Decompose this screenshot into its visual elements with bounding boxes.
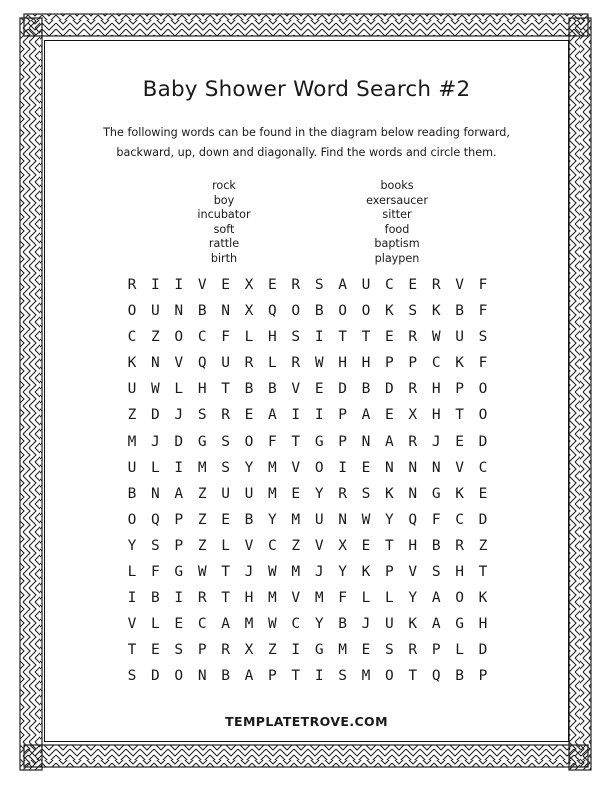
grid-letter: D (478, 433, 488, 450)
word-list-item: books (380, 179, 414, 192)
grid-letter: U (314, 511, 324, 528)
grid-letter: N (408, 459, 418, 476)
grid-letter: N (338, 511, 347, 528)
grid-letter: V (127, 616, 137, 633)
word-list-item: food (384, 222, 410, 236)
grid-letter: R (127, 277, 137, 293)
grid-letter: X (244, 642, 254, 659)
grid-letter: S (127, 668, 137, 685)
word-list-left (159, 179, 289, 267)
grid-letter: A (385, 433, 394, 450)
grid-letter: L (361, 590, 371, 607)
grid-letter: T (291, 668, 301, 685)
grid-letter: L (455, 642, 464, 659)
grid-letter: P (455, 381, 464, 398)
grid-letter: B (127, 485, 137, 502)
grid-letter: Y (268, 511, 277, 528)
grid-letter: S (361, 485, 371, 502)
grid-letter: Z (197, 537, 207, 554)
grid-letter: J (314, 564, 324, 581)
grid-letter: M (361, 668, 371, 685)
grid-letter: C (455, 511, 464, 528)
grid-letter: J (151, 433, 160, 450)
word-list-item: sitter (382, 208, 412, 222)
grid-letter: J (431, 433, 441, 450)
grid-letter: U (455, 329, 464, 346)
grid-letter: H (455, 564, 464, 581)
grid-letter: C (127, 329, 137, 346)
grid-letter: M (268, 459, 277, 476)
grid-letter: N (174, 303, 184, 320)
grid-letter: T (221, 381, 230, 398)
grid-letter: U (127, 459, 137, 476)
grid-letter: R (408, 381, 418, 398)
grid-letter: R (221, 642, 230, 659)
grid-letter: U (361, 277, 371, 293)
grid-letter: S (431, 564, 441, 581)
grid-letter: K (385, 485, 394, 502)
grid-letter: P (174, 511, 184, 528)
grid-letter: U (127, 381, 137, 398)
grid-letter: T (455, 407, 464, 424)
word-list-item: incubator (197, 208, 251, 222)
grid-letter: L (151, 616, 160, 633)
grid-letter: U (221, 485, 230, 502)
grid-letter: R (291, 277, 301, 293)
word-list-item: rock (212, 179, 236, 192)
grid-letter: W (431, 329, 441, 346)
footer-brand: TEMPLATETROVE.COM (225, 714, 388, 729)
grid-letter: R (408, 329, 418, 346)
grid-letter: R (338, 485, 347, 502)
grid-letter: P (338, 407, 347, 424)
grid-letter: H (244, 590, 254, 607)
grid-letter: S (197, 407, 207, 424)
grid-letter: O (174, 668, 184, 685)
grid-letter: N (151, 355, 160, 372)
grid-letter: D (338, 381, 347, 398)
grid-letter: C (478, 459, 488, 476)
page-title: Baby Shower Word Search #2 (142, 77, 471, 102)
word-list-item: boy (213, 193, 235, 207)
grid-letter: Y (314, 485, 324, 502)
grid-letter: X (408, 407, 418, 424)
grid-letter: T (408, 668, 418, 685)
grid-letter: V (174, 355, 184, 372)
grid-letter: C (197, 329, 207, 346)
grid-letter: D (478, 642, 488, 659)
grid-letter: H (361, 355, 371, 372)
grid-letter: S (478, 329, 488, 346)
word-list-item: soft (213, 222, 235, 236)
grid-letter: S (338, 668, 347, 685)
grid-letter: I (314, 668, 324, 685)
grid-letter: W (268, 564, 277, 581)
grid-letter: B (314, 303, 324, 320)
grid-letter: G (197, 433, 207, 450)
grid-letter: U (244, 485, 254, 502)
grid-letter: G (314, 433, 324, 450)
grid-letter: T (127, 642, 137, 659)
grid-letter: Q (268, 303, 277, 320)
grid-letter: R (197, 590, 207, 607)
grid-letter: P (478, 668, 488, 685)
grid-letter: I (174, 277, 184, 293)
grid-letter: W (197, 564, 207, 581)
grid-letter: I (291, 642, 301, 659)
grid-letter: G (174, 564, 184, 581)
grid-letter: F (338, 590, 347, 607)
grid-letter: H (431, 381, 441, 398)
grid-letter: D (478, 511, 488, 528)
grid-letter: I (291, 407, 301, 424)
grid-letter: P (408, 355, 418, 372)
grid-letter: B (221, 668, 230, 685)
grid-letter: I (174, 459, 184, 476)
grid-letter: Z (197, 485, 207, 502)
grid-letter: O (385, 668, 394, 685)
grid-letter: E (244, 407, 254, 424)
grid-letter: E (174, 616, 184, 633)
grid-letter: Z (291, 537, 301, 554)
grid-letter: N (151, 485, 160, 502)
grid-letter: L (174, 381, 184, 398)
grid-letter: I (127, 590, 137, 607)
grid-letter: N (385, 459, 394, 476)
grid-letter: E (385, 329, 394, 346)
grid-letter: U (221, 355, 230, 372)
grid-letter: B (455, 303, 464, 320)
grid-letter: O (361, 303, 371, 320)
grid-letter: R (221, 407, 230, 424)
grid-letter: B (338, 616, 347, 633)
grid-letter: G (455, 616, 464, 633)
grid-letter: F (268, 433, 277, 450)
grid-letter: M (268, 590, 277, 607)
grid-letter: U (151, 303, 160, 320)
grid-letter: O (291, 303, 301, 320)
grid-letter: Q (431, 668, 441, 685)
grid-letter: E (361, 537, 371, 554)
grid-letter: O (127, 511, 137, 528)
grid-letter: E (408, 277, 418, 293)
grid-letter: D (385, 381, 394, 398)
grid-letter: Z (268, 642, 277, 659)
grid-letter: P (338, 433, 347, 450)
instructions-text: The following words can be found in the diagram below reading forward, backward, up, down and diagonally. Find the words and circle them. (103, 126, 510, 159)
grid-letter: Y (314, 616, 324, 633)
grid-letter: L (151, 459, 160, 476)
grid-letter: H (431, 407, 441, 424)
grid-letter: M (314, 590, 324, 607)
grid-letter: A (431, 616, 441, 633)
grid-letter: V (291, 459, 301, 476)
grid-letter: T (478, 564, 488, 581)
grid-letter: F (478, 355, 488, 372)
grid-letter: V (314, 537, 324, 554)
grid-letter: E (221, 511, 230, 528)
grid-letter: A (174, 485, 184, 502)
grid-letter: J (174, 407, 184, 424)
grid-letter: O (455, 590, 464, 607)
grid-letter: T (291, 433, 301, 450)
grid-letter: R (455, 537, 464, 554)
grid-letter: S (408, 303, 418, 320)
grid-letter: Y (385, 511, 394, 528)
grid-letter: R (408, 433, 418, 450)
grid-letter: M (338, 642, 347, 659)
grid-letter: E (314, 381, 324, 398)
grid-letter: L (127, 564, 137, 581)
grid-letter: P (385, 564, 394, 581)
grid-letter: I (151, 277, 160, 293)
grid-letter: Z (478, 537, 488, 554)
grid-letter: M (127, 433, 137, 450)
grid-letter: V (455, 277, 464, 293)
grid-letter: N (221, 303, 230, 320)
grid-letter: Z (151, 329, 160, 346)
grid-letter: L (385, 590, 394, 607)
grid-letter: M (244, 616, 254, 633)
grid-letter: H (408, 537, 418, 554)
grid-letter: V (455, 459, 464, 476)
grid-letter: C (291, 616, 301, 633)
grid-letter: I (314, 329, 324, 346)
grid-letter: O (338, 303, 347, 320)
grid-letter: C (431, 355, 441, 372)
grid-letter: Q (151, 511, 160, 528)
grid-letter: B (431, 537, 441, 554)
grid-letter: B (197, 303, 207, 320)
grid-letter: L (268, 355, 277, 372)
grid-letter: V (291, 381, 301, 398)
grid-letter: O (127, 303, 137, 320)
grid-letter: N (408, 485, 418, 502)
grid-letter: X (338, 537, 347, 554)
grid-letter: T (338, 329, 347, 346)
grid-letter: Q (408, 511, 418, 528)
word-list-item: exersaucer (366, 193, 428, 207)
grid-letter: V (244, 537, 254, 554)
grid-letter: E (478, 485, 488, 502)
grid-letter: N (361, 433, 371, 450)
grid-letter: T (385, 537, 394, 554)
grid-letter: I (338, 459, 347, 476)
grid-letter: J (361, 616, 371, 633)
grid-letter: K (127, 355, 137, 372)
grid-letter: H (478, 616, 488, 633)
grid-letter: S (385, 642, 394, 659)
grid-letter: B (455, 668, 464, 685)
grid-letter: V (408, 564, 418, 581)
grid-letter: Q (197, 355, 207, 372)
grid-letter: C (385, 277, 394, 293)
grid-letter: H (338, 355, 347, 372)
grid-letter: K (431, 303, 441, 320)
grid-letter: E (291, 485, 301, 502)
grid-letter: M (291, 564, 301, 581)
grid-letter: K (408, 616, 418, 633)
grid-letter: D (151, 407, 160, 424)
grid-letter: I (314, 407, 324, 424)
grid-letter: W (361, 511, 371, 528)
word-list-item: playpen (374, 251, 420, 265)
grid-letter: A (431, 590, 441, 607)
grid-letter: L (244, 329, 254, 346)
grid-letter: K (455, 355, 464, 372)
grid-letter: F (478, 277, 488, 293)
grid-letter: P (385, 355, 394, 372)
grid-letter: H (197, 381, 207, 398)
grid-letter: P (174, 537, 184, 554)
grid-letter: X (244, 303, 254, 320)
grid-letter: M (291, 511, 301, 528)
word-list-item: baptism (374, 237, 420, 251)
grid-letter: R (408, 642, 418, 659)
grid-letter: F (431, 511, 441, 528)
grid-letter: O (478, 407, 488, 424)
grid-letter: P (268, 668, 277, 685)
grid-letter: B (268, 381, 277, 398)
grid-letter: R (244, 355, 254, 372)
grid-letter: M (197, 459, 207, 476)
grid-letter: T (361, 329, 371, 346)
grid-letter: W (151, 381, 160, 398)
grid-letter: C (197, 616, 207, 633)
grid-letter: S (151, 537, 160, 554)
grid-letter: O (314, 459, 324, 476)
grid-letter: Y (127, 537, 137, 554)
grid-letter: E (221, 277, 230, 293)
grid-letter: Y (244, 459, 254, 476)
grid-letter: J (244, 564, 254, 581)
grid-letter: A (221, 616, 230, 633)
grid-letter: B (361, 381, 371, 398)
grid-letter: Z (127, 407, 137, 424)
grid-letter: D (151, 668, 160, 685)
grid-letter: W (268, 616, 277, 633)
word-list-item: rattle (208, 237, 240, 251)
word-list-right (332, 179, 462, 267)
grid-letter: F (151, 564, 160, 581)
grid-letter: C (268, 537, 277, 554)
grid-letter: K (455, 485, 464, 502)
grid-letter: T (221, 564, 230, 581)
grid-letter: P (431, 642, 441, 659)
grid-letter: N (431, 459, 441, 476)
grid-letter: A (338, 277, 347, 293)
grid-letter: Y (338, 564, 347, 581)
grid-letter: T (221, 590, 230, 607)
grid-letter: F (478, 303, 488, 320)
grid-letter: G (431, 485, 441, 502)
grid-letter: K (385, 303, 394, 320)
grid-letter: K (478, 590, 488, 607)
grid-letter: E (455, 433, 464, 450)
grid-letter: V (291, 590, 301, 607)
grid-letter: O (244, 433, 254, 450)
grid-letter: F (221, 329, 230, 346)
grid-letter: E (385, 407, 394, 424)
grid-letter: B (151, 590, 160, 607)
grid-letter: B (244, 511, 254, 528)
grid-letter: E (151, 642, 160, 659)
grid-letter: E (268, 277, 277, 293)
grid-letter: S (314, 277, 324, 293)
grid-letter: A (361, 407, 371, 424)
grid-letter: U (385, 616, 394, 633)
grid-letter: X (244, 277, 254, 293)
grid-letter: P (197, 642, 207, 659)
grid-letter: V (197, 277, 207, 293)
grid-letter: O (478, 381, 488, 398)
grid-letter: W (314, 355, 324, 372)
grid-letter: L (221, 537, 230, 554)
grid-letter: S (291, 329, 301, 346)
grid-letter: Y (408, 590, 418, 607)
grid-letter: B (244, 381, 254, 398)
grid-letter: K (361, 564, 371, 581)
grid-letter: O (174, 329, 184, 346)
grid-letter: E (361, 642, 371, 659)
grid-letter: H (268, 329, 277, 346)
grid-letter: A (244, 668, 254, 685)
grid-letter: S (221, 459, 230, 476)
grid-letter: G (314, 642, 324, 659)
grid-letter: M (268, 485, 277, 502)
grid-letter: R (431, 277, 441, 293)
grid-letter: D (174, 433, 184, 450)
grid-letter: S (174, 642, 184, 659)
grid-letter: N (197, 668, 207, 685)
word-list-item: birth (210, 251, 238, 265)
grid-letter: E (361, 459, 371, 476)
grid-letter: S (221, 433, 230, 450)
grid-letter: Z (197, 511, 207, 528)
grid-letter: A (268, 407, 277, 424)
grid-letter: I (174, 590, 184, 607)
grid-letter: R (291, 355, 301, 372)
worksheet-panel (44, 40, 569, 742)
